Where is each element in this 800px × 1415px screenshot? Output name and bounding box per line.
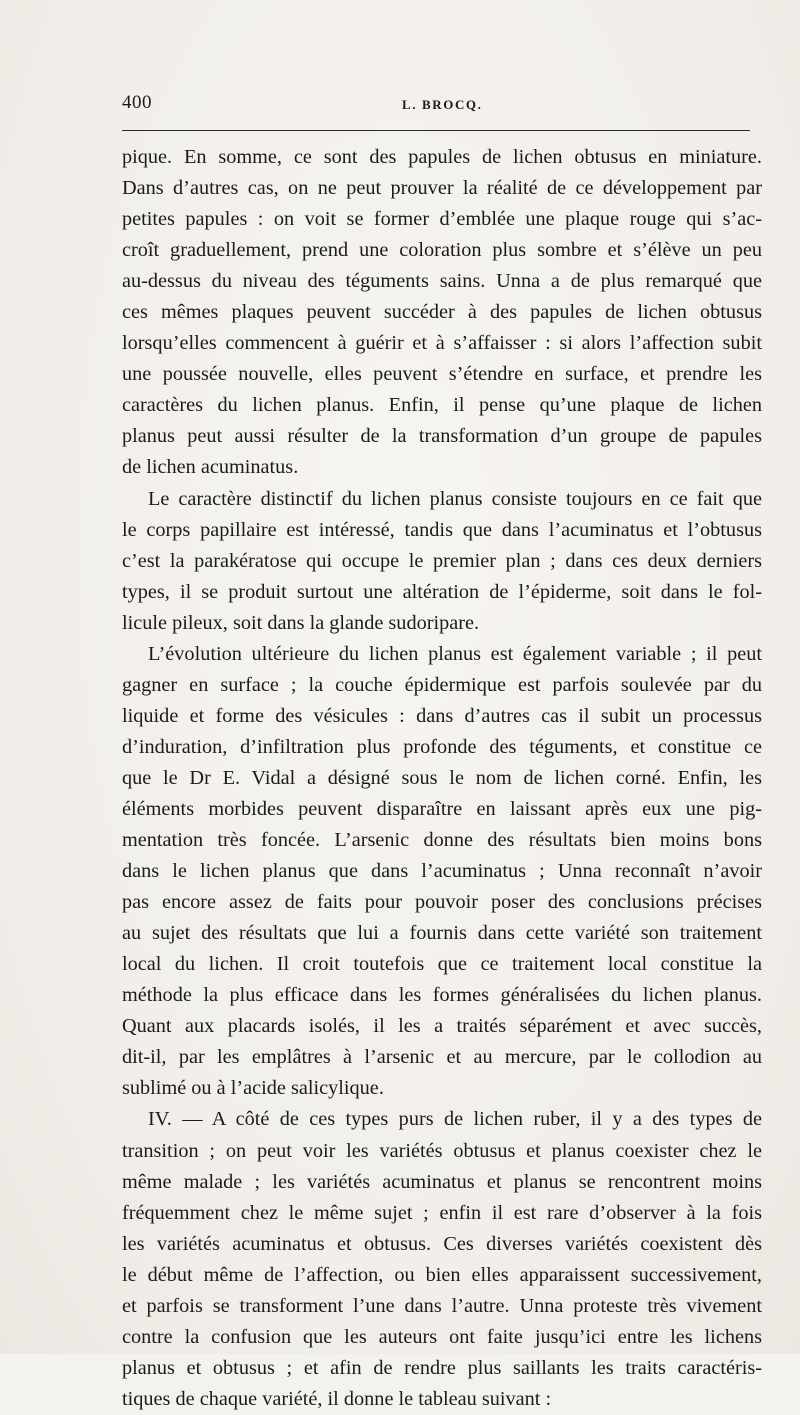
text-line: méthode la plus efficace dans les formes généralisées du lichen planus. <box>122 984 762 1007</box>
text-line: au sujet des résultats que lui a fournis dans cette variété son traitement <box>122 922 762 945</box>
text-line: tiques de chaque variété, il donne le tableau suivant : <box>122 1387 552 1410</box>
header-rule <box>122 130 750 131</box>
text-line: L’évolution ultérieure du lichen planus est également variable ; il peut <box>148 642 762 665</box>
page-header <box>122 92 750 126</box>
text-line: dans le lichen planus que dans l’acuminatus ; Unna reconnaît n’avoir <box>122 860 762 883</box>
text-line: local du lichen. Il croit toutefois que ce traitement local constitue la <box>122 953 762 976</box>
text-line: mentation très foncée. L’arsenic donne des résultats bien moins bons <box>122 829 762 852</box>
text-line: caractères du lichen planus. Enfin, il pense qu’une plaque de lichen <box>122 394 762 417</box>
text-line: le corps papillaire est intéressé, tandis que dans l’acuminatus et l’obtusus <box>122 518 762 541</box>
text-line: lorsqu’elles commencent à guérir et à s’affaisser : si alors l’affection subit <box>122 332 762 355</box>
text-line: une poussée nouvelle, elles peuvent s’étendre en surface, et prendre les <box>122 363 762 386</box>
text-line: fréquemment chez le même sujet ; enfin il est rare d’observer à la fois <box>122 1201 762 1224</box>
text-line: croît graduellement, prend une coloration plus sombre et s’élève un peu <box>122 239 762 262</box>
text-line: licule pileux, soit dans la glande sudoripare. <box>122 611 480 634</box>
text-line: pique. En somme, ce sont des papules de lichen obtusus en miniature. <box>122 146 762 168</box>
text-line: d’induration, d’infiltration plus profonde des téguments, et constitue ce <box>122 735 762 758</box>
text-line: transition ; on peut voir les variétés obtusus et planus coexister chez le <box>122 1139 762 1162</box>
text-line: dit-il, par les emplâtres à l’arsenic et au mercure, par le collodion au <box>122 1046 762 1069</box>
text-line: que le Dr E. Vidal a désigné sous le nom de lichen corné. Enfin, les <box>122 766 762 789</box>
text-line: de lichen acuminatus. <box>122 456 299 479</box>
text-line: pas encore assez de faits pour pouvoir poser des conclusions précises <box>122 891 762 914</box>
text-line: types, il se produit surtout une altération de l’épiderme, soit dans le fol- <box>122 580 762 603</box>
running-head: L. BROCQ. <box>402 97 483 112</box>
text-line: même malade ; les variétés acuminatus et planus se rencontrent moins <box>122 1170 762 1193</box>
text-line: c’est la parakératose qui occupe le premier plan ; dans ces deux derniers <box>122 549 762 572</box>
text-line: les variétés acuminatus et obtusus. Ces diverses variétés coexistent dès <box>122 1232 762 1255</box>
body-text <box>122 142 762 1415</box>
page-number: 400 <box>122 92 152 113</box>
text-line: contre la confusion que les auteurs ont faite jusqu’ici entre les lichens <box>122 1325 762 1348</box>
text-line: IV. — A côté de ces types purs de lichen ruber, il y a des types de <box>148 1108 762 1131</box>
text-line: Dans d’autres cas, on ne peut prouver la réalité de ce développement par <box>122 177 762 200</box>
text-line: planus peut aussi résulter de la transformation d’un groupe de papules <box>122 425 762 448</box>
text-line: Quant aux placards isolés, il les a traités séparément et avec succès, <box>122 1015 762 1038</box>
text-line: Le caractère distinctif du lichen planus consiste toujours en ce fait que <box>148 487 762 510</box>
text-line: petites papules : on voit se former d’emblée une plaque rouge qui s’ac- <box>122 208 762 231</box>
text-line: gagner en surface ; la couche épidermique est parfois soulevée par du <box>122 673 762 696</box>
text-line: planus et obtusus ; et afin de rendre plus saillants les traits caractéris- <box>122 1356 762 1379</box>
text-line: et parfois se transforment l’une dans l’autre. Unna proteste très vivement <box>122 1294 762 1317</box>
text-line: au-dessus du niveau des téguments sains. Unna a de plus remarqué que <box>122 270 762 293</box>
text-line: éléments morbides peuvent disparaître en laissant après eux une pig- <box>122 797 762 820</box>
text-line: liquide et forme des vésicules : dans d’autres cas il subit un processus <box>122 704 762 727</box>
text-line: le début même de l’affection, ou bien elles apparaissent successivement, <box>122 1263 762 1286</box>
text-line: ces mêmes plaques peuvent succéder à des papules de lichen obtusus <box>122 301 762 324</box>
text-line: sublimé ou à l’acide salicylique. <box>122 1077 384 1100</box>
